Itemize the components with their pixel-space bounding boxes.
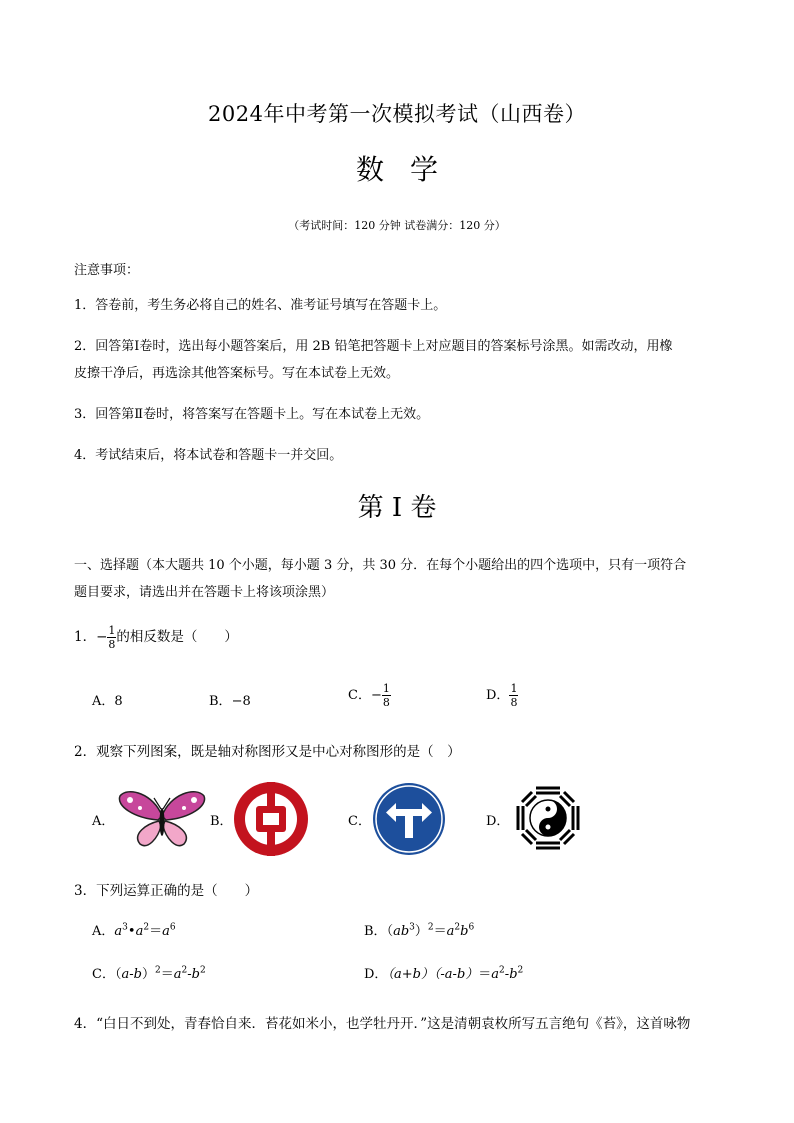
- q1-option-d-label: D．: [486, 688, 510, 703]
- q3-a-base1: a: [114, 924, 123, 939]
- q3-option-d: [364, 963, 523, 982]
- q3-d-eq: ＝: [478, 967, 492, 982]
- question-4: 4．“白日不到处，青春恰自来．苔花如米小，也学牡丹开．”这是清朝袁枚所写五言绝句《苔》，这首咏物: [74, 1016, 691, 1032]
- q2-option-a-label: A．: [92, 814, 115, 829]
- q1-option-d: [486, 682, 518, 709]
- question-1: [74, 624, 238, 651]
- exam-title: 2024年中考第一次模拟考试（山西卷）: [208, 102, 586, 126]
- q3-a-base3: a: [162, 924, 170, 939]
- note-item-3: 3．回答第Ⅱ卷时，将答案写在答题卡上。写在本试卷上无效。: [74, 407, 430, 422]
- q1-option-c-fraction: [382, 682, 391, 709]
- q3-b-eq: ＝: [433, 924, 447, 939]
- q3-c-rparen: ）: [141, 967, 155, 982]
- q3-option-a-label: A．: [92, 924, 115, 939]
- q1-option-c: [348, 682, 391, 709]
- q3-c-exp-b: 2: [199, 965, 206, 976]
- q3-c-a: a: [173, 967, 182, 982]
- q3-b-lparen: （: [386, 924, 394, 939]
- q1-frac-den: 8: [108, 638, 116, 651]
- q1-number: 1．: [74, 629, 97, 645]
- q3-option-b: [364, 920, 474, 939]
- yin-yang-bagua-icon: [514, 784, 582, 852]
- q1-option-b-label: B．: [209, 694, 232, 709]
- q1-option-a-label: A．: [92, 694, 115, 709]
- q1-option-d-fraction: [509, 682, 518, 709]
- q2-option-d-label: D．: [486, 814, 510, 829]
- q3-a-eq: ＝: [149, 924, 163, 939]
- q1-option-c-sign: −: [370, 688, 382, 703]
- q3-d-p2: （-a-b）: [433, 967, 479, 982]
- q3-b-exp-out: 2: [427, 922, 434, 933]
- q3-a-exp3: 6: [169, 922, 176, 933]
- q3-a-base2: a: [135, 924, 144, 939]
- note-item-2-cont: 皮擦干净后，再选涂其他答案标号。写在本试卷上无效。: [74, 366, 400, 381]
- bank-of-china-logo-icon: [232, 780, 310, 858]
- q3-c-lparen: （: [114, 967, 122, 982]
- q3-c-b: b: [191, 967, 200, 982]
- q3-d-a: a: [491, 967, 500, 982]
- butterfly-icon: [116, 788, 208, 850]
- q3-d-exp-a: 2: [499, 965, 505, 976]
- q3-a-dot: •: [127, 924, 136, 939]
- subject-title: 数学: [355, 153, 464, 186]
- note-item-2: 2．回答第Ⅰ卷时，选出每小题答案后，用 2B 铅笔把答题卡上对应题目的答案标号涂黑。如需改动，用橡: [74, 339, 673, 354]
- q3-c-exp-a: 2: [181, 965, 188, 976]
- q2-option-b-label: B．: [210, 814, 233, 829]
- q3-b-rparen: ）: [414, 924, 428, 939]
- q1-option-c-den: 8: [382, 696, 390, 709]
- q3-option-a: [92, 920, 176, 939]
- q3-b-exp-a: 2: [454, 922, 461, 933]
- q3-c-eq: ＝: [160, 967, 174, 982]
- q3-b-a: a: [446, 924, 455, 939]
- q1-frac-num: 1: [108, 624, 116, 637]
- q1-option-b-value: −8: [231, 694, 251, 709]
- q1-sign: −: [96, 629, 108, 645]
- note-item-4: 4．考试结束后，将本试卷和答题卡一并交回。: [74, 448, 343, 463]
- q3-option-c-label: C．: [92, 967, 115, 982]
- q3-d-exp-b: 2: [517, 965, 524, 976]
- note-item-1: 1．答卷前，考生务必将自己的姓名、准考证号填写在答题卡上。: [74, 298, 447, 313]
- q3-a-exp1: 3: [122, 922, 128, 933]
- q1-option-c-num: 1: [382, 682, 390, 695]
- q3-a-exp2: 2: [143, 922, 150, 933]
- section-title: 第 I 卷: [357, 493, 437, 523]
- q3-d-b: b: [509, 967, 518, 982]
- q1-option-c-label: C．: [348, 688, 371, 703]
- q3-b-ab: ab: [393, 924, 410, 939]
- q3-d-p1: （a+b）: [387, 967, 434, 982]
- q3-b-exp-b: 6: [468, 922, 475, 933]
- q3-b-exp-in: 3: [409, 922, 415, 933]
- q3-option-c: [92, 963, 206, 982]
- q3-b-b: b: [460, 924, 469, 939]
- q3-c-exp-out: 2: [154, 965, 161, 976]
- q1-option-d-den: 8: [510, 696, 518, 709]
- question-2: 2．观察下列图案，既是轴对称图形又是中心对称图形的是（ ）: [74, 744, 461, 760]
- q1-option-b: [209, 690, 251, 709]
- q1-option-d-num: 1: [510, 682, 518, 695]
- q1-option-a: [92, 690, 123, 709]
- q3-c-minus: -: [187, 967, 192, 982]
- q1-stem: 的相反数是（ ）: [116, 629, 238, 645]
- section-intro-line1: 一、选择题（本大题共 10 个小题，每小题 3 分，共 30 分．在每个小题给出的四个选项中，只有一项符合: [74, 558, 687, 573]
- traffic-sign-icon: [372, 782, 446, 856]
- question-3: 3．下列运算正确的是（ ）: [74, 883, 259, 899]
- exam-info: （考试时间：120 分钟 试卷满分：120 分）: [288, 219, 506, 232]
- section-intro-line2: 题目要求，请选出并在答题卡上将该项涂黑）: [74, 585, 335, 600]
- q3-d-minus: -: [504, 967, 510, 982]
- q3-option-b-label: B．: [364, 924, 387, 939]
- q3-option-d-label: D．: [364, 967, 388, 982]
- q1-option-a-value: 8: [114, 694, 123, 709]
- notes-heading: 注意事项：: [74, 263, 140, 278]
- q3-c-inner: a-b: [121, 967, 142, 982]
- q2-option-c-label: C．: [348, 814, 371, 829]
